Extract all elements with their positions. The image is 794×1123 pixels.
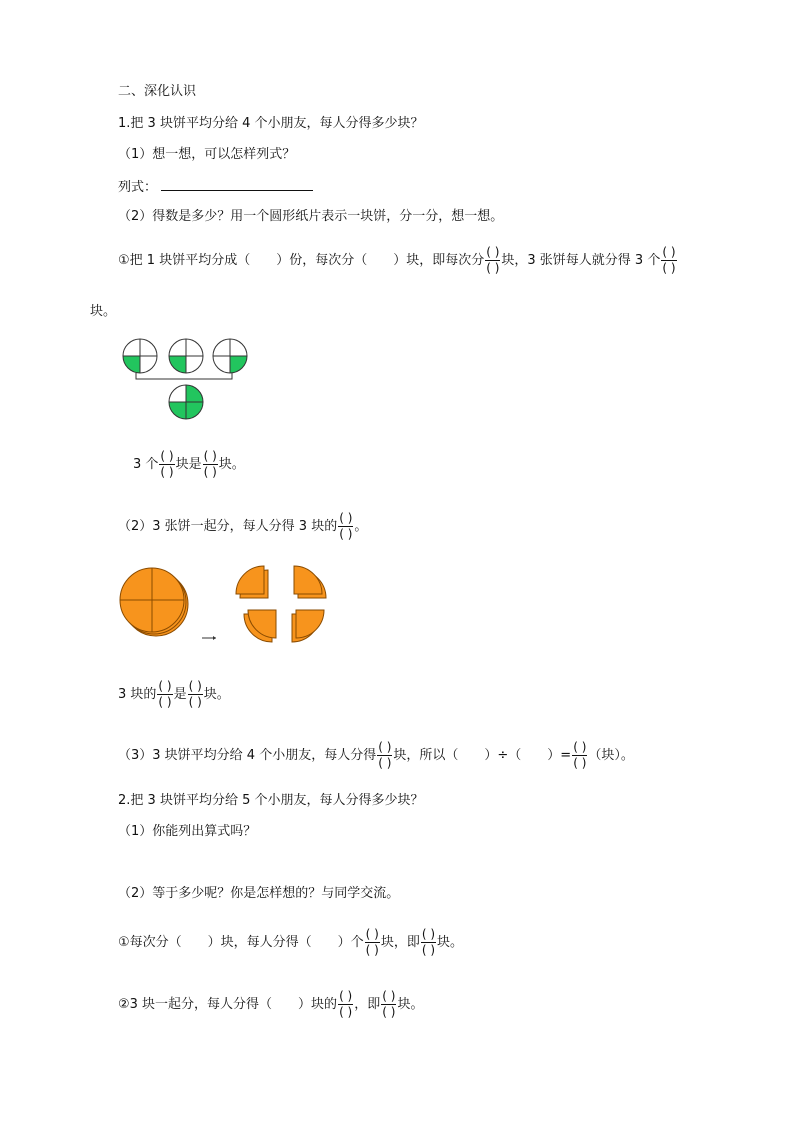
fraction-blank[interactable]: $\frac{( )}{( )}$: [573, 740, 587, 770]
fraction-blank[interactable]: $\frac{( )}{( )}$: [158, 679, 172, 709]
circle-quarter-1: [123, 339, 157, 373]
q1-step1-line: ①把 1 块饼平均分成（ ）份，每次分（ ）块，即每次分 $\frac{( )}{( )}$ 块，3 张饼每人就分得 3 个 $\frac{( )}{( )}$: [118, 245, 676, 275]
fraction-blank[interactable]: $\frac{( )}{( )}$: [486, 245, 500, 275]
fraction-blank[interactable]: $\frac{( )}{( )}$: [339, 511, 353, 541]
section-title: 二、深化认识: [118, 84, 197, 99]
pie-quarter-bottom-right: [292, 610, 324, 642]
circle-three-quarters: [169, 385, 203, 419]
pie-quarter-bottom-left: [244, 610, 276, 642]
fig1-caption-line: 3 个 $\frac{( )}{( )}$ 块是 $\frac{( )}{( )}$ 块。: [133, 449, 245, 479]
fraction-blank[interactable]: $\frac{( )}{( )}$: [378, 740, 392, 770]
circle-quarter-2: [169, 339, 203, 373]
formula-answer-blank[interactable]: [161, 178, 313, 191]
figure-quarter-circles: [118, 334, 258, 424]
question-2-title: 2.把 3 块饼平均分给 5 个小朋友，每人分得多少块？: [118, 793, 424, 808]
q2-step2-line: ②3 块一起分，每人分得（ ）块的 $\frac{( )}{( )}$ ，即 $\frac{( )}{( )}$ 块。: [118, 989, 424, 1019]
formula-line: [118, 178, 313, 196]
formula-label: 列式：: [118, 180, 158, 195]
fraction-blank[interactable]: $\frac{( )}{( )}$: [365, 927, 379, 957]
question-1-sub2: （2）得数是多少？用一个圆形纸片表示一块饼，分一分，想一想。: [118, 209, 504, 224]
fig2-caption-line: 3 块的 $\frac{( )}{( )}$ 是 $\frac{( )}{( )}$ 块。: [118, 679, 230, 709]
figure-orange-pies: [118, 562, 338, 652]
question-1-sub1: （1）想一想，可以怎样列式？: [118, 147, 296, 162]
fraction-blank[interactable]: $\frac{( )}{( )}$: [421, 927, 436, 957]
circle-quarter-3: [213, 339, 247, 373]
fraction-blank[interactable]: $\frac{( )}{( )}$: [188, 679, 202, 709]
fraction-blank[interactable]: $\frac{( )}{( )}$: [382, 989, 396, 1019]
q1-step1-tail: 块。: [90, 304, 117, 319]
pie-quarter-top-right: [294, 566, 326, 598]
q1-step2-line: （2）3 张饼一起分，每人分得 3 块的 $\frac{( )}{( )}$ 。: [118, 511, 368, 541]
question-2-sub2: （2）等于多少呢？你是怎样想的？与同学交流。: [118, 886, 400, 901]
q1-step3-line: （3）3 块饼平均分给 4 个小朋友，每人分得 $\frac{( )}{( )}$ 块，所以（ ）÷（ ）= $\frac{( )}{( )}$ （块）。: [118, 740, 634, 770]
fraction-blank[interactable]: $\frac{( )}{( )}$: [160, 449, 174, 479]
question-2-sub1: （1）你能列出算式吗？: [118, 824, 257, 839]
arrow-icon: [202, 636, 216, 640]
fraction-blank[interactable]: $\frac{( )}{( )}$: [662, 245, 676, 275]
pie-quarter-top-left: [236, 566, 268, 598]
q2-step1-line: ①每次分（ ）块，每人分得（ ）个 $\frac{( )}{( )}$ 块，即 $\frac{( )}{( )}$ 块。: [118, 927, 464, 957]
fraction-blank[interactable]: $\frac{( )}{( )}$: [203, 449, 217, 479]
pie-stack: [120, 568, 188, 636]
fraction-blank[interactable]: $\frac{( )}{( )}$: [339, 989, 353, 1019]
question-1-title: 1.把 3 块饼平均分给 4 个小朋友，每人分得多少块？: [118, 116, 424, 131]
